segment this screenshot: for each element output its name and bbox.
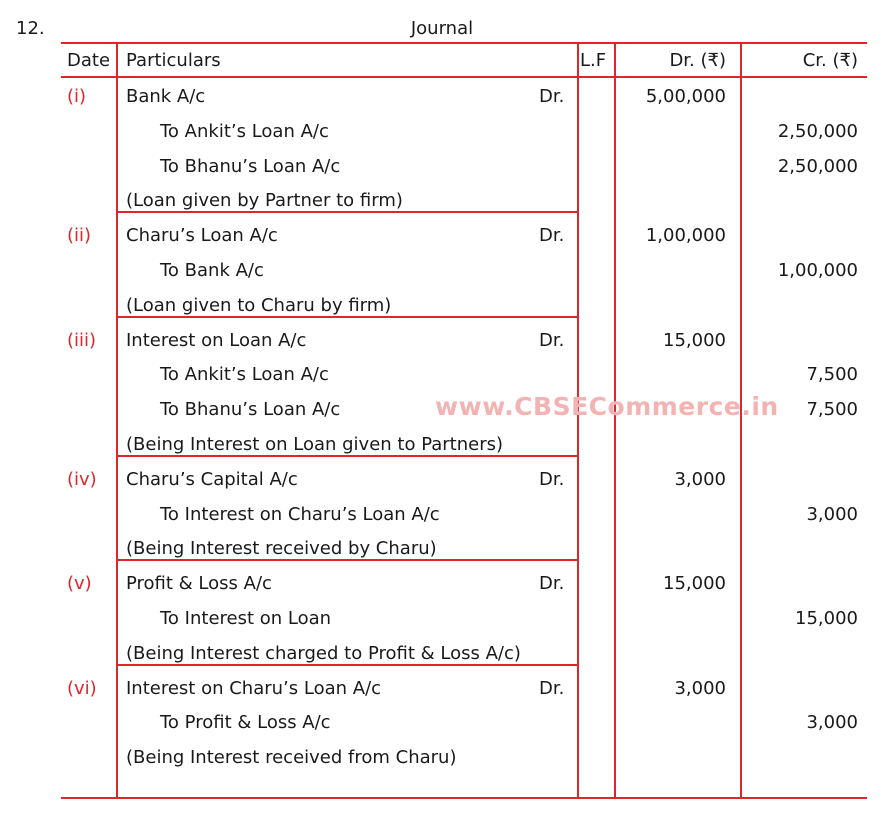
question-number: 12. [16, 18, 45, 39]
entry-date: (i) [67, 86, 87, 107]
debit-amount: 3,000 [674, 677, 726, 699]
credit-amount: 3,000 [806, 503, 858, 525]
credit-account: To Bank A/c [160, 260, 264, 281]
entry-date: (ii) [67, 225, 92, 247]
dr-marker: Dr. [539, 86, 565, 107]
narration: (Being Interest received by Charu) [126, 538, 437, 560]
credit-account: To Bhanu’s Loan A/c [160, 399, 341, 421]
debit-account: Charu’s Loan A/c [126, 225, 278, 247]
dr-marker: Dr. [539, 677, 565, 699]
entry-separator [116, 211, 579, 213]
narration: (Loan given to Charu by firm) [126, 294, 392, 316]
credit-account: To Interest on Charu’s Loan A/c [160, 503, 440, 525]
entry-date: (iv) [67, 468, 97, 490]
header-lf: L.F [580, 50, 607, 71]
narration: (Being Interest received from Charu) [126, 747, 457, 769]
header-cr-amount: Cr. (₹) [802, 50, 858, 71]
credit-amount: 3,000 [806, 712, 858, 734]
entry-separator [116, 664, 579, 666]
debit-account: Interest on Charu’s Loan A/c [126, 677, 382, 699]
credit-amount: 2,50,000 [777, 120, 858, 142]
entry-separator [116, 316, 579, 318]
debit-amount: 15,000 [663, 329, 726, 351]
debit-amount: 5,00,000 [645, 86, 726, 107]
header-bottom-border [61, 76, 867, 78]
credit-amount: 2,50,000 [777, 155, 858, 177]
debit-account: Bank A/c [126, 86, 206, 107]
dr-marker: Dr. [539, 573, 565, 595]
watermark: www.CBSECommerce.in [435, 392, 779, 421]
narration: (Loan given by Partner to firm) [126, 190, 403, 212]
entry-separator [116, 559, 579, 561]
header-particulars: Particulars [126, 50, 221, 71]
credit-amount: 15,000 [795, 608, 858, 629]
narration: (Being Interest on Loan given to Partners) [126, 434, 504, 455]
credit-account: To Profit & Loss A/c [160, 712, 331, 734]
debit-amount: 1,00,000 [645, 225, 726, 247]
debit-account: Profit & Loss A/c [126, 573, 272, 595]
narration: (Being Interest charged to Profit & Loss A/c) [126, 642, 521, 664]
date-column-divider [116, 42, 118, 799]
dr-marker: Dr. [539, 329, 565, 351]
debit-amount: 3,000 [674, 468, 726, 490]
entry-date: (vi) [67, 677, 97, 699]
credit-amount: 7,500 [806, 399, 858, 421]
table-top-border [61, 42, 867, 44]
credit-amount: 1,00,000 [777, 260, 858, 281]
debit-account: Charu’s Capital A/c [126, 468, 298, 490]
debit-amount: 15,000 [663, 573, 726, 595]
entry-separator [116, 455, 579, 457]
credit-account: To Ankit’s Loan A/c [160, 120, 329, 142]
dr-marker: Dr. [539, 225, 565, 247]
debit-account: Interest on Loan A/c [126, 329, 307, 351]
entry-date: (iii) [67, 329, 97, 351]
journal-title: Journal [410, 18, 474, 39]
table-bottom-border [61, 797, 867, 799]
dr-marker: Dr. [539, 468, 565, 490]
credit-account: To Ankit’s Loan A/c [160, 364, 329, 386]
entry-date: (v) [67, 573, 92, 595]
credit-account: To Interest on Loan [160, 608, 332, 629]
header-date: Date [67, 50, 111, 71]
credit-account: To Bhanu’s Loan A/c [160, 155, 341, 177]
header-dr-amount: Dr. (₹) [669, 50, 726, 71]
credit-amount: 7,500 [806, 364, 858, 386]
